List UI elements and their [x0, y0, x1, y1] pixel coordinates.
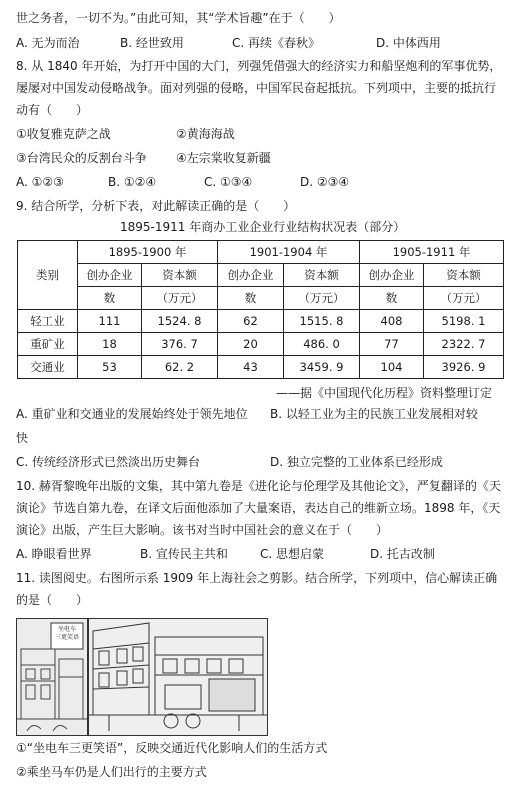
- row-label: 重矿业: [18, 333, 78, 356]
- q11-item-2: ②乘坐马车仍是人们出行的主要方式: [16, 765, 207, 779]
- table-cell: 62. 2: [142, 356, 218, 379]
- count-header-2: 数: [360, 287, 424, 310]
- period-header: 1901-1904 年: [218, 241, 360, 264]
- table-cell: 104: [360, 356, 424, 379]
- q8-item-2: ②黄海海战: [176, 127, 235, 141]
- table-row: [18, 356, 504, 379]
- q8-item-4: ④左宗棠收复新疆: [176, 151, 271, 165]
- q11-stem-line2: 的是（ ）: [16, 593, 89, 607]
- unit-header: （万元）: [424, 287, 504, 310]
- table-cell: 43: [218, 356, 284, 379]
- q8-option-d[interactable]: D. ②③④: [300, 175, 350, 189]
- q8-stem-line3: 动有（ ）: [16, 103, 89, 117]
- capital-header: 资本额: [284, 264, 360, 287]
- q7-stem-tail: 世之务者，一切不为。”由此可知，其“学术旨趣”在于（ ）: [16, 11, 341, 25]
- count-header-2: 数: [218, 287, 284, 310]
- q10-option-d[interactable]: D. 托古改制: [370, 547, 435, 561]
- q9-option-b[interactable]: B. 以轻工业为主的民族工业发展相对较: [270, 407, 478, 421]
- table-row: [18, 310, 504, 333]
- street-photo-left: [16, 618, 88, 736]
- table-source: ——据《中国现代化历程》资料整理订定: [275, 386, 492, 400]
- sign-text-line1: 坐电车: [57, 626, 76, 633]
- q11-item-1: ①“坐电车三更笑语”，反映交通近代化影响人们的生活方式: [16, 741, 328, 755]
- table-cell: 486. 0: [284, 333, 360, 356]
- q10-stem-line1: 10. 赫胥黎晚年出版的文集，其中第九卷是《进化论与伦理学及其他论文》，严复翻译的《天: [16, 479, 501, 493]
- period-header: 1905-1911 年: [360, 241, 504, 264]
- table-caption: 1895-1911 年商办工业企业行业结构状况表（部分）: [120, 220, 406, 234]
- q10-option-a[interactable]: A. 睁眼看世界: [16, 547, 92, 561]
- table-cell: 5198. 1: [424, 310, 504, 333]
- q8-stem-line2: 屡屡对中国发动侵略战争。面对列强的侵略，中国军民奋起抵抗。下列项中，主要的抵抗行: [16, 81, 497, 95]
- q8-item-3: ③台湾民众的反割台斗争: [16, 151, 147, 165]
- table-cell: 18: [78, 333, 142, 356]
- table-cell: 408: [360, 310, 424, 333]
- q7-option-b[interactable]: B. 经世致用: [120, 36, 184, 50]
- capital-header: 资本额: [142, 264, 218, 287]
- q8-option-a[interactable]: A. ①②③: [16, 175, 64, 189]
- q7-option-a[interactable]: A. 无为而治: [16, 36, 80, 50]
- q10-stem-line3: 演论》出版，产生巨大影响。该书对当时中国社会的意义在于（ ）: [16, 523, 389, 537]
- table-cell: 1515. 8: [284, 310, 360, 333]
- period-header: 1895-1900 年: [78, 241, 218, 264]
- table-cell: 111: [78, 310, 142, 333]
- table-cell: 53: [78, 356, 142, 379]
- table-cell: 3926. 9: [424, 356, 504, 379]
- table-cell: 1524. 8: [142, 310, 218, 333]
- q9-stem: 9. 结合所学，分析下表，对此解读正确的是（ ）: [16, 199, 296, 213]
- table-cell: 77: [360, 333, 424, 356]
- q9-option-c[interactable]: C. 传统经济形式已然淡出历史舞台: [16, 455, 201, 469]
- q8-item-1: ①收复雅克萨之战: [16, 127, 111, 141]
- sign-text-line2: 三更笑语: [54, 634, 79, 641]
- q8-option-b[interactable]: B. ①②④: [108, 175, 157, 189]
- table-cell: 20: [218, 333, 284, 356]
- q7-option-d[interactable]: D. 中体西用: [376, 36, 441, 50]
- q8-stem-line1: 8. 从 1840 年开始，为打开中国的大门，列强凭借强大的经济实力和船坚炮利的军事优势，: [16, 59, 502, 73]
- q10-option-b[interactable]: B. 宣传民主共和: [140, 547, 228, 561]
- table-cell: 3459. 9: [284, 356, 360, 379]
- row-label: 交通业: [18, 356, 78, 379]
- unit-header: （万元）: [142, 287, 218, 310]
- street-photo-right: [88, 618, 268, 736]
- q11-stem-line1: 11. 读图阅史。右图所示系 1909 年上海社会之剪影。结合所学，下列项中，信心解读正确: [16, 571, 498, 585]
- row-label: 轻工业: [18, 310, 78, 333]
- q10-stem-line2: 演论》节选自第九卷，在译文后面他添加了大量案语，表达自己的维新立场。1898 年，《天: [16, 501, 501, 515]
- count-header: 创办企业: [218, 264, 284, 287]
- table-cell: 2322. 7: [424, 333, 504, 356]
- table-cell: 376. 7: [142, 333, 218, 356]
- category-header: 类别: [18, 241, 78, 310]
- q9-option-a[interactable]: A. 重矿业和交通业的发展始终处于领先地位: [16, 407, 248, 421]
- count-header: 创办企业: [360, 264, 424, 287]
- q10-option-c[interactable]: C. 思想启蒙: [260, 547, 325, 561]
- unit-header: （万元）: [284, 287, 360, 310]
- q8-option-c[interactable]: C. ①③④: [204, 175, 253, 189]
- tram-street-illustration: [89, 619, 267, 735]
- q7-option-c[interactable]: C. 再续《春秋》: [232, 36, 321, 50]
- industry-table: [17, 240, 504, 379]
- q9-option-d[interactable]: D. 独立完整的工业体系已经形成: [270, 455, 443, 469]
- table-cell: 62: [218, 310, 284, 333]
- count-header-2: 数: [78, 287, 142, 310]
- capital-header: 资本额: [424, 264, 504, 287]
- q9-option-b-cont: 快: [16, 431, 29, 445]
- count-header: 创办企业: [78, 264, 142, 287]
- table-row: [18, 333, 504, 356]
